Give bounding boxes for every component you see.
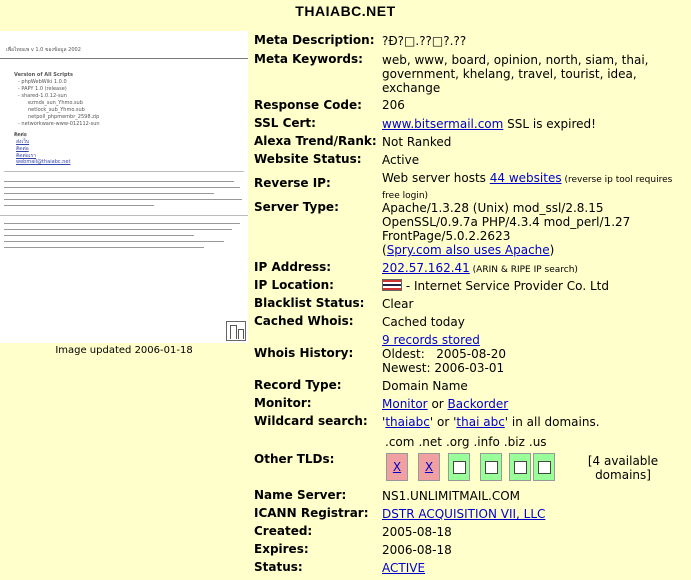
tld-info: .info [473,435,500,449]
thumb-text-stripe [4,199,242,200]
monitor-or: or [427,397,448,411]
taken-mark: X [424,460,434,474]
tld-us-available[interactable] [533,453,555,481]
cached-whois-label: Cached Whois: [254,314,354,328]
wildcard-value [382,415,600,429]
thumb-text-stripe [4,241,224,242]
wildcard-label: Wildcard search: [254,414,368,428]
expires-label: Expires: [254,542,309,556]
ip-address-value [382,261,578,277]
thailand-flag-icon [382,279,402,291]
site-title: THAIABC.NET [295,3,396,19]
meta-keywords-value: web, www, board, opinion, north, siam, thai, government, khelang, travel, tourist, idea, exchange [382,53,649,95]
thumb-text-stripe [4,247,204,248]
whois-history-value [382,333,506,375]
thumb-text-stripe [4,181,234,182]
expires-value: 2006-08-18 [382,543,452,557]
other-tlds-label: Other TLDs: [254,452,335,466]
status-link[interactable]: ACTIVE [382,561,426,575]
taken-mark: X [392,460,402,474]
cached-whois-value: Cached today [382,315,465,329]
alexa-label: Alexa Trend/Rank: [254,134,377,148]
thumb-divider [0,215,248,216]
thumb-text-stripe [4,193,214,194]
thumb-text: - networkware-www-012112-sun [18,121,100,127]
thumb-text-stripe [4,187,240,188]
ip-search-note: (ARIN & RIPE IP search) [469,265,578,275]
record-type-label: Record Type: [254,378,342,392]
ssl-cert-label: SSL Cert: [254,116,316,130]
status-label: Status: [254,560,303,574]
checkbox-icon[interactable] [453,461,466,474]
available-domains-note: [4 available domains] [587,454,659,482]
thumb-text: เพื่อไทยแพ v 1.0 ของข้อมูล 2002 [6,47,81,53]
ip-location-value [382,279,609,293]
name-server-value: NS1.UNLIMITMAIL.COM [382,489,521,503]
monitor-value [382,397,508,411]
thumb-text: Version of All Scripts [14,72,73,78]
reverse-ip-prefix: Web server hosts [382,171,490,185]
whois-oldest: Oldest: 2005-08-20 [382,347,506,361]
whois-records-link[interactable]: 9 records stored [382,333,480,347]
ssl-cert-link[interactable]: www.bitsermail.com [382,117,504,131]
tld-header-row [382,435,551,449]
status-value [382,561,425,575]
response-code-value: 206 [382,98,405,112]
tld-us: .us [528,435,547,449]
ssl-cert-status: SSL is expired! [503,117,596,131]
paren-open: ( [382,243,387,257]
ip-address-label: IP Address: [254,260,332,274]
ip-location-label: IP Location: [254,278,334,292]
thumb-link: ติดต่อเรา [16,153,36,159]
spry-apache-link[interactable]: Spry.com also uses Apache [386,243,550,257]
cache-icon [226,321,246,341]
response-code-label: Response Code: [254,98,362,112]
paren-close: ) [549,243,555,257]
tld-com-taken[interactable] [386,453,408,481]
reverse-ip-link[interactable]: 44 websites [489,171,562,185]
thumb-link: webmail@thaiabc.net [16,159,71,165]
thumb-divider [4,171,244,172]
checkbox-icon[interactable] [485,461,498,474]
image-updated-caption: Image updated 2006-01-18 [55,345,193,356]
backorder-link[interactable]: Backorder [447,397,509,411]
tld-net: .net [418,435,442,449]
thumb-text-stripe [4,235,194,236]
name-server-label: Name Server: [254,488,347,502]
alexa-value: Not Ranked [382,135,452,149]
website-status-label: Website Status: [254,152,362,166]
reverse-ip-value [382,171,682,203]
tld-biz: .biz [503,435,525,449]
record-type-value: Domain Name [382,379,468,393]
checkbox-icon[interactable] [514,461,527,474]
created-value: 2005-08-18 [382,525,452,539]
thumb-text: ติดต่อ [14,132,27,138]
server-type-value [382,201,662,257]
whois-newest: Newest: 2006-03-01 [382,361,505,375]
ssl-cert-value [382,117,596,131]
thumb-text: netpoll_phpmembr_2598.zip [28,114,100,120]
tld-info-available[interactable] [480,453,502,481]
registrar-link[interactable]: DSTR ACQUISITION VII, LLC [382,507,546,521]
server-type-label: Server Type: [254,200,339,214]
thumb-divider [0,58,248,59]
ip-address-link[interactable]: 202.57.162.41 [382,261,470,275]
whois-history-label: Whois History: [254,346,354,360]
registrar-label: ICANN Registrar: [254,506,369,520]
meta-description-label: Meta Description: [254,33,375,47]
wildcard-suffix: ' in all domains. [504,415,600,429]
thumb-link: ติดต่อ [16,146,29,152]
created-label: Created: [254,524,313,538]
reverse-ip-note: (reverse ip tool requires free login) [382,175,673,201]
meta-description-value: ?Ð?□.??□?.?? [382,34,467,48]
monitor-link[interactable]: Monitor [382,397,428,411]
wildcard-or: ' or ' [429,415,457,429]
website-status-value: Active [382,153,420,167]
quote: ' [382,415,386,429]
thumb-text-stripe [4,229,232,230]
wildcard-link-thaiabc[interactable]: thaiabc [385,415,430,429]
site-thumbnail[interactable] [0,31,248,343]
meta-keywords-label: Meta Keywords: [254,52,363,66]
wildcard-link-thai-abc[interactable]: thai abc [456,415,505,429]
server-type-text: Apache/1.3.28 (Unix) mod_ssl/2.8.15 OpenSSL/0.9.7a PHP/4.3.4 mod_perl/1.27 FrontPage/5.0.2.2623 [382,201,631,243]
thumb-text: ezmds_sun_Yhmo.sub [28,100,83,106]
thumb-text: - shared-1.0.12-sun [18,93,67,99]
thumb-text: - phpWebWiki 1.0.0 [18,79,67,85]
tld-biz-available[interactable] [509,453,531,481]
reverse-ip-label: Reverse IP: [254,176,331,190]
tld-com: .com [385,435,415,449]
monitor-label: Monitor: [254,396,312,410]
checkbox-icon[interactable] [538,461,551,474]
thumb-link: ส่งเว็บ [16,139,30,145]
tld-org: .org [445,435,470,449]
thumb-text-stripe [4,223,240,224]
tld-org-available[interactable] [448,453,470,481]
ip-location-text: - Internet Service Provider Co. Ltd [402,279,609,293]
thumb-text-stripe [4,205,154,206]
tld-net-taken[interactable] [418,453,440,481]
thumb-text: netlock_sub_Yhmo.sub [28,107,85,113]
blacklist-value: Clear [382,297,414,311]
thumb-text: - PAPY 1.0 (release) [18,86,67,92]
blacklist-label: Blacklist Status: [254,296,365,310]
registrar-value [382,507,545,521]
